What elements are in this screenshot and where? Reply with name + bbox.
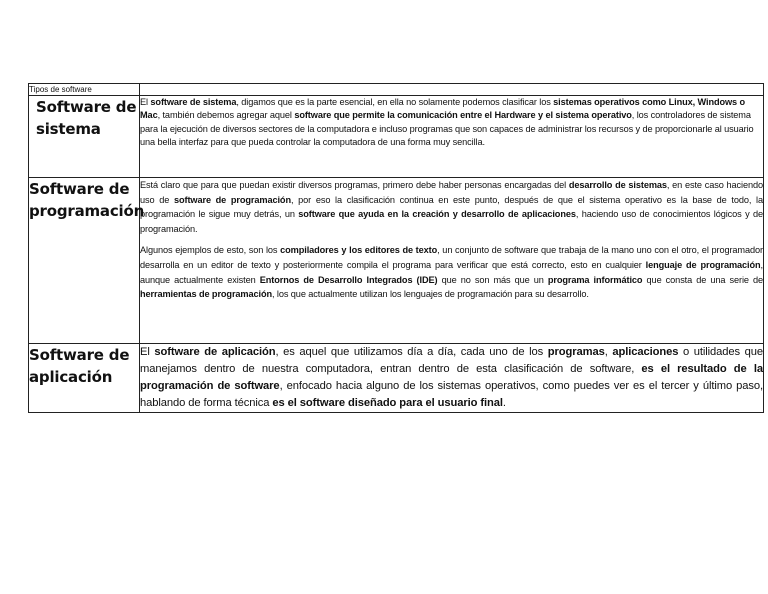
- row-label-application: Software de aplicación: [29, 344, 140, 413]
- bold-text: software que ayuda en la creación y desarrollo de aplicaciones: [298, 209, 576, 220]
- paragraph: Está claro que para que puedan existir diversos programas, primero debe haber personas encargadas del desarrollo de sistemas, en este caso haciendo uso de software de programación, por eso la clasificación continua en este punto, después de que el sistema operativo es la base de todo, la programación le sigue muy detrás, un software que ayuda en la creación y desarrollo de aplicaciones, haciendo uso de conocimientos lógicos y de programación.: [140, 180, 763, 234]
- bold-text: compiladores y los editores de texto: [280, 245, 438, 256]
- bold-text: herramientas de programación: [140, 289, 272, 300]
- table-header-empty-cell: [140, 84, 764, 96]
- bold-text: software que permite la comunicación entre el Hardware y el sistema operativo: [294, 110, 632, 121]
- table-header-row: [29, 84, 764, 96]
- row-label-system: Software de sistema: [29, 96, 140, 178]
- bold-text: es el resultado de la programación de software: [140, 363, 763, 392]
- software-types-table: [28, 83, 764, 413]
- paragraph: Algunos ejemplos de esto, son los compiladores y los editores de texto, un conjunto de software que trabaja de la mano uno con el otro, el programador desarrolla en un editor de texto y posteriormente compila el programa para verificar que está correcto, esto en cualquier lenguaje de programación, aunque actualmente existen Entornos de Desarrollo Integrados (IDE) que no son más que un programa informático que consta de una serie de herramientas de programación, los que actualmente utilizan los lenguajes de programación para su desarrollo.: [140, 245, 764, 300]
- bold-text: software de aplicación: [154, 346, 276, 358]
- bold-text: software de programación: [173, 194, 291, 205]
- table-row-programming: [29, 178, 764, 344]
- table-row-system: [29, 96, 764, 178]
- bold-text: sistemas operativos como Linux, Windows o Mac: [140, 97, 746, 121]
- bold-text: programa informático: [547, 274, 643, 285]
- row-text-programming: [140, 178, 764, 344]
- bold-text: aplicaciones: [612, 346, 679, 358]
- row-text-application: [140, 344, 764, 413]
- row-text-system: [140, 96, 764, 178]
- table-header-cell: Tipos de software: [29, 84, 140, 96]
- row-label-programming: Software de programación: [29, 178, 140, 344]
- bold-text: software de sistema: [150, 97, 237, 107]
- paragraph: El software de sistema, digamos que es la parte esencial, en ella no solamente podemos clasificar los sistemas operativos como Linux, Windows o Mac, también debemos agregar aquel software que permite la comunicación entre el Hardware y el sistema operativo, los controladores de sistema para la ejecución de diversos sectores de la computadora e incluso programas que son capaces de administrar los recursos y de proporcionarle al usuario una bella interfaz para que pueda controlar la computadora de una forma muy sencilla.: [140, 97, 754, 148]
- bold-text: es el software diseñado para el usuario final: [272, 397, 503, 409]
- bold-text: programas: [547, 346, 605, 358]
- paragraph: El software de aplicación, es aquel que utilizamos día a día, cada uno de los programas, aplicaciones o utilidades que manejamos dentro de nuestra computadora, entran dentro de esta clasificación de software, es el resultado de la programación de software, enfocado hacia alguno de los sistemas operativos, como puedes ver es el tercer y último paso, hablando de forma técnica es el software diseñado para el usuario final.: [140, 346, 763, 409]
- bold-text: desarrollo de sistemas: [568, 180, 667, 190]
- bold-text: Entornos de Desarrollo Integrados (IDE): [259, 274, 438, 285]
- bold-text: lenguaje de programación: [645, 259, 761, 270]
- table-row-application: [29, 344, 764, 413]
